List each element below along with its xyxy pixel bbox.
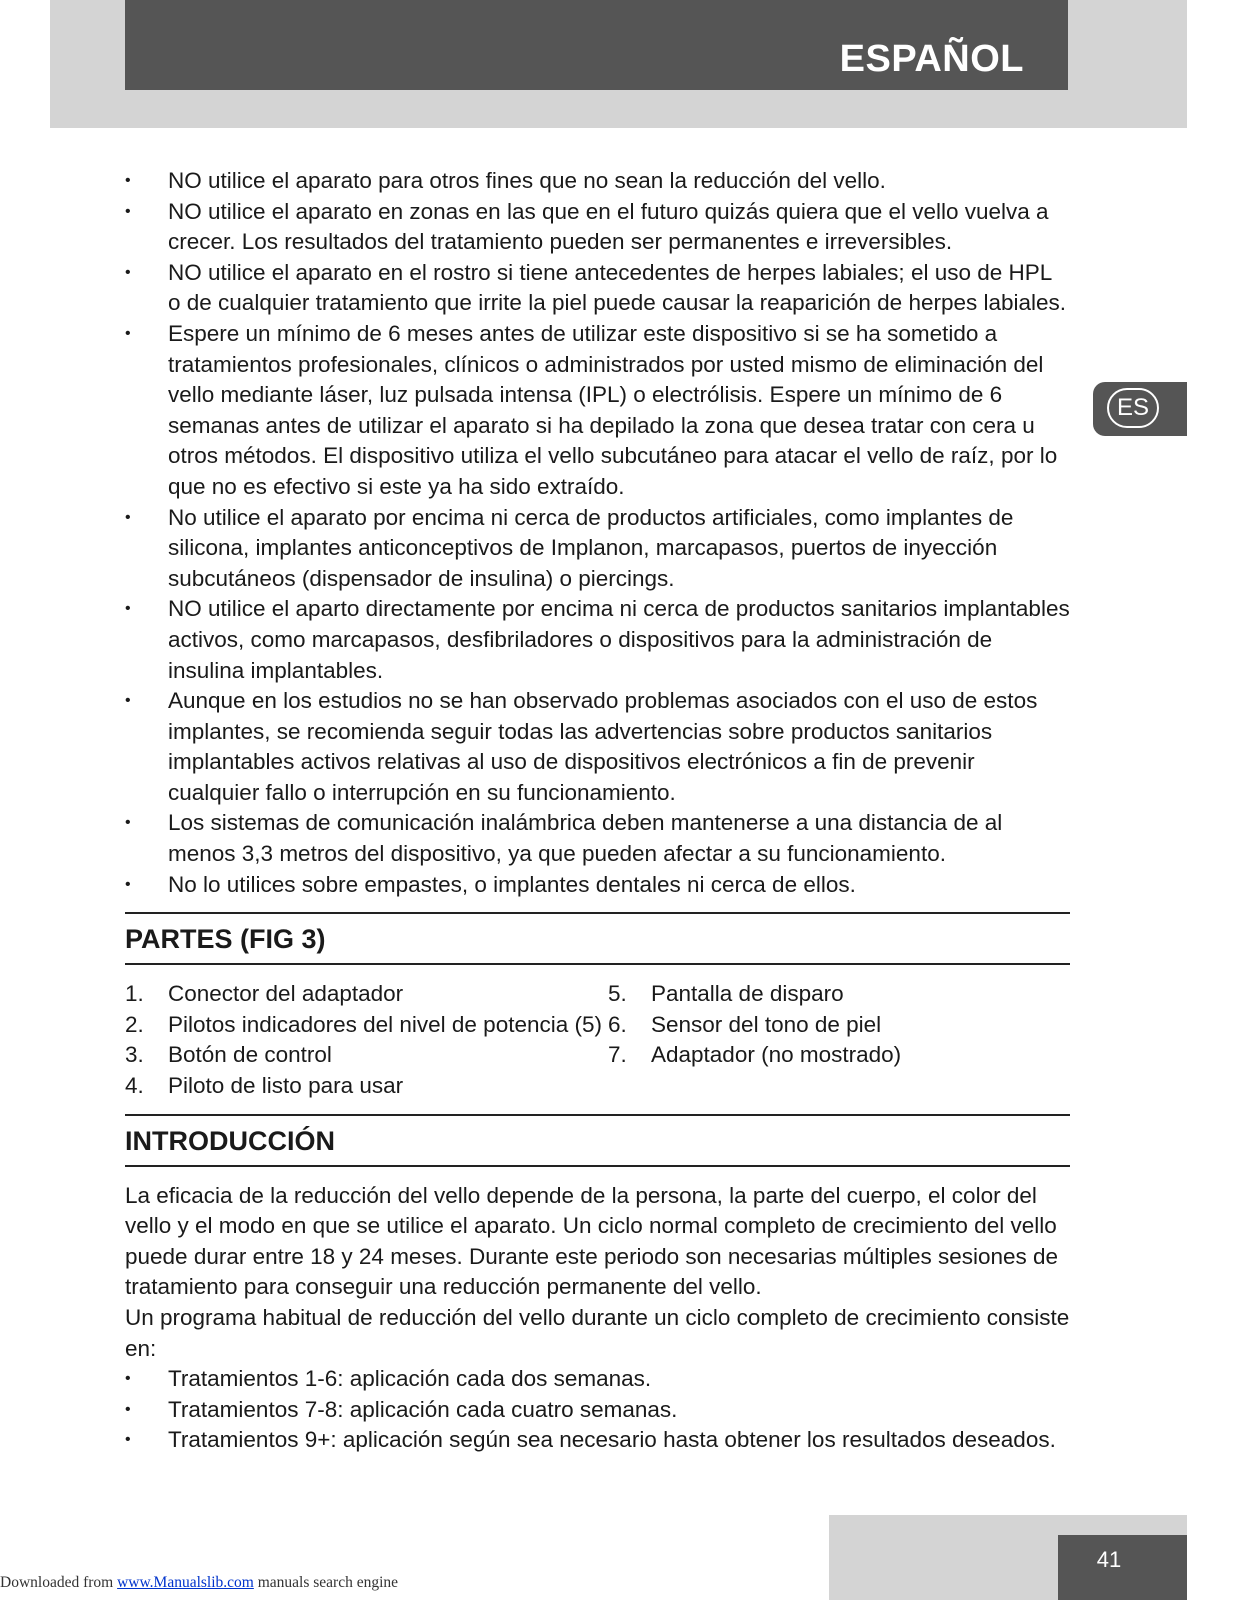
header-bar (125, 0, 1068, 90)
page-content (125, 166, 1070, 1456)
download-source-line: Downloaded from www.Manualslib.com manuals search engine (0, 1574, 399, 1591)
parts-item: 4. Piloto de listo para usar (125, 1073, 404, 1099)
manualslib-link[interactable]: www.Manualslib.com (117, 1574, 254, 1591)
list-item: • Tratamientos 9+: aplicación según sea necesario hasta obtener los resultados deseados. (125, 1425, 1070, 1456)
parts-item: 2. Pilotos indicadores del nivel de potencia (5) (125, 1011, 603, 1037)
parts-item: 3. Botón de control (125, 1042, 332, 1068)
list-item: • NO utilice el aparato en el rostro si tiene antecedentes de herpes labiales; el uso de HPL o de cualquier tratamiento que irrite la piel puede causar la reaparición de herpes labiales. (125, 258, 1070, 319)
parts-item: 1. Conector del adaptador (125, 981, 404, 1007)
parts-heading: PARTES (FIG 3) (125, 914, 1070, 965)
parts-column-right (608, 979, 901, 1101)
page-language-title: ESPAÑOL (839, 38, 1024, 80)
warnings-list (125, 166, 1070, 900)
treatment-list (125, 1364, 1070, 1456)
list-item: • No utilice el aparato por encima ni cerca de productos artificiales, como implantes de silicona, implantes anticonceptivos de Implanon, marcapasos, puertos de inyección subcutáneos (dispensador de insulina) o piercings. (125, 503, 1070, 595)
list-item: • NO utilice el aparato para otros fines que no sean la reducción del vello. (125, 166, 1070, 197)
parts-item: 7. Adaptador (no mostrado) (608, 1042, 902, 1068)
list-item: • No lo utilices sobre empastes, o implantes dentales ni cerca de ellos. (125, 870, 1070, 901)
intro-heading: INTRODUCCIÓN (125, 1116, 1070, 1167)
intro-paragraph: La eficacia de la reducción del vello depende de la persona, la parte del cuerpo, el color del vello y el modo en que se utilice el aparato. Un ciclo normal completo de crecimiento del vello puede durar entre 18 y 24 meses. Durante este periodo son necesarias múltiples sesiones de tratamiento para conseguir una reducción permanente del vello. (125, 1182, 1059, 1300)
language-badge: ES (1107, 388, 1159, 428)
parts-column-left (125, 979, 608, 1101)
list-item: • Espere un mínimo de 6 meses antes de utilizar este dispositivo si se ha sometido a tratamientos profesionales, clínicos o administrados por usted mismo de eliminación del vello mediante láser, luz pulsada intensa (IPL) o electrólisis. Espere un mínimo de 6 semanas antes de utilizar el aparato si ha depilado la zona que desea tratar con cera u otros métodos. El dispositivo utiliza el vello subcutáneo para atacar el vello de raíz, por lo que no es efectivo si este ya ha sido extraído. (125, 319, 1070, 503)
list-item: • Los sistemas de comunicación inalámbrica deben mantenerse a una distancia de al menos 3,3 metros del dispositivo, ya que pueden afectar a su funcionamiento. (125, 808, 1070, 869)
list-item: • NO utilice el aparto directamente por encima ni cerca de productos sanitarios implantables activos, como marcapasos, desfibriladores o dispositivos para la administración de insulina implantables. (125, 594, 1070, 686)
list-item: • Aunque en los estudios no se han observado problemas asociados con el uso de estos implantes, se recomienda seguir todas las advertencias sobre productos sanitarios implantables activos relativas al uso de dispositivos electrónicos a fin de prevenir cualquier fallo o interrupción en su funcionamiento. (125, 686, 1070, 808)
page-number: 41 (1096, 1547, 1122, 1572)
list-item: • Tratamientos 1-6: aplicación cada dos semanas. (125, 1364, 1070, 1395)
language-tab (1093, 382, 1187, 436)
parts-item: 5. Pantalla de disparo (608, 981, 844, 1007)
list-item: • Tratamientos 7-8: aplicación cada cuatro semanas. (125, 1395, 1070, 1426)
parts-list (125, 979, 1070, 1101)
parts-item: 6. Sensor del tono de piel (608, 1011, 882, 1037)
intro-paragraph: Un programa habitual de reducción del vello durante un ciclo completo de crecimiento consiste en: (125, 1305, 1070, 1361)
list-item: • NO utilice el aparato en zonas en las que en el futuro quizás quiera que el vello vuelva a crecer. Los resultados del tratamiento pueden ser permanentes e irreversibles. (125, 197, 1070, 258)
